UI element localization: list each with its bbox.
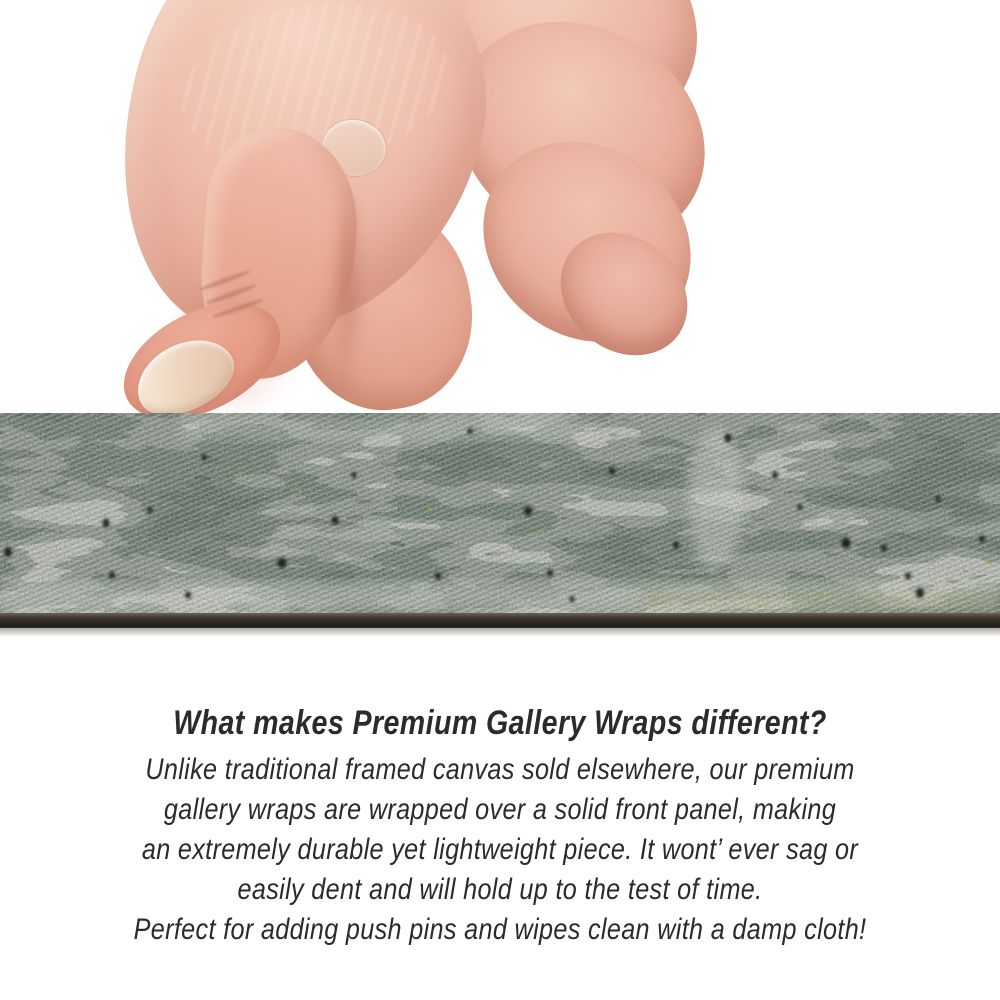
thumb-side-shade-shape	[326, 177, 370, 394]
caption-heading: What makes Premium Gallery Wraps different?	[173, 704, 827, 742]
caption-body	[97, 750, 903, 950]
canvas-drop-shadow	[0, 628, 1000, 637]
caption-line: Unlike traditional framed canvas sold elsewhere, our premium	[145, 753, 855, 786]
caption-line: easily dent and will hold up to the test of time.	[237, 873, 763, 906]
caption-line: Perfect for adding push pins and wipes clean with a damp cloth!	[133, 913, 867, 946]
canvas-dark-edge	[0, 613, 1000, 628]
caption	[97, 700, 903, 950]
caption-line: gallery wraps are wrapped over a solid front panel, making	[163, 793, 837, 826]
canvas-texture-svg	[0, 413, 1000, 637]
caption-line: an extremely durable yet lightweight piece. It wont’ ever sag or	[141, 833, 859, 866]
hand-pressing-canvas-image	[0, 0, 1000, 432]
canvas-edge-strip-image	[0, 413, 1000, 637]
